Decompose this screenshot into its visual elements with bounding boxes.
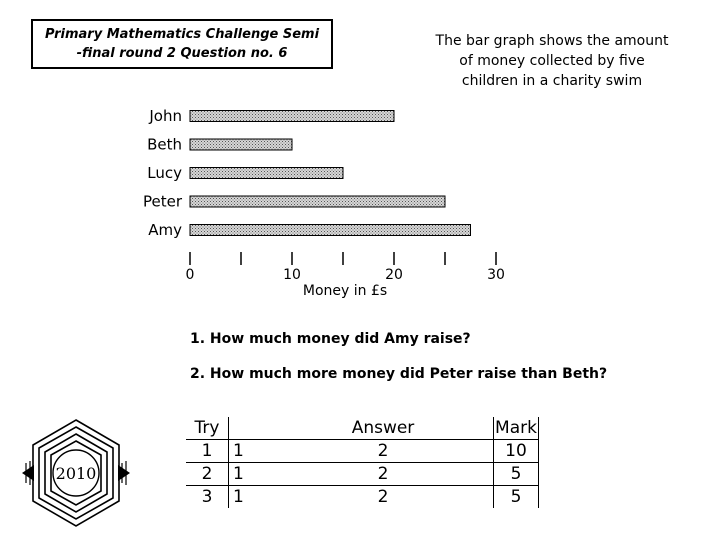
bar-peter xyxy=(190,196,445,207)
table-row xyxy=(186,486,539,509)
header-empty xyxy=(229,417,274,440)
table-row xyxy=(186,463,539,486)
title-line-1: Primary Mathematics Challenge Semi xyxy=(44,27,320,42)
try-cell: 2 xyxy=(186,463,229,486)
x-tick-label: 10 xyxy=(283,267,301,283)
title-line-2: -final round 2 Question no. 6 xyxy=(76,46,288,61)
category-label: Beth xyxy=(147,135,182,154)
bar-amy xyxy=(190,225,471,236)
x-axis-title: Money in £s xyxy=(302,283,388,299)
try-cell: 3 xyxy=(186,486,229,509)
header-answer: Answer xyxy=(273,417,494,440)
try-cell: 1 xyxy=(186,440,229,463)
category-label: Amy xyxy=(148,221,182,239)
category-label: Lucy xyxy=(147,164,182,182)
num-cell: 1 xyxy=(233,487,244,507)
answer-cell: 2 xyxy=(273,440,494,463)
num-cell: 1 xyxy=(229,440,274,463)
description-line-3: children in a charity swim xyxy=(461,73,643,89)
mark-cell: 10 xyxy=(494,440,539,463)
description-line-2: of money collected by five xyxy=(459,53,645,69)
competition-logo xyxy=(20,417,132,529)
table-row xyxy=(186,440,539,463)
answer-cell: 2 xyxy=(273,463,494,486)
mark-cell: 5 xyxy=(494,486,539,509)
category-label: Peter xyxy=(142,192,182,211)
bar-john xyxy=(190,111,394,122)
table-header-row xyxy=(186,417,539,440)
question-2: 2. How much more money did Peter raise than Beth? xyxy=(190,366,608,382)
question-1: 1. How much money did Amy raise? xyxy=(190,331,471,347)
category-label: John xyxy=(149,107,182,125)
x-tick-label: 20 xyxy=(385,267,403,283)
mark-cell: 5 xyxy=(494,463,539,486)
header-mark: Mark xyxy=(495,418,537,438)
logo-year: 2010 xyxy=(55,464,97,483)
x-tick-label: 0 xyxy=(185,267,195,283)
answer-table xyxy=(186,417,539,508)
header-try: Try xyxy=(186,417,229,440)
x-tick-label: 30 xyxy=(487,267,505,283)
answer-cell: 2 xyxy=(377,487,389,507)
description-line-1: The bar graph shows the amount xyxy=(435,33,669,49)
bar-beth xyxy=(190,139,292,150)
num-cell: 1 xyxy=(229,463,274,486)
bar-lucy xyxy=(190,168,343,179)
